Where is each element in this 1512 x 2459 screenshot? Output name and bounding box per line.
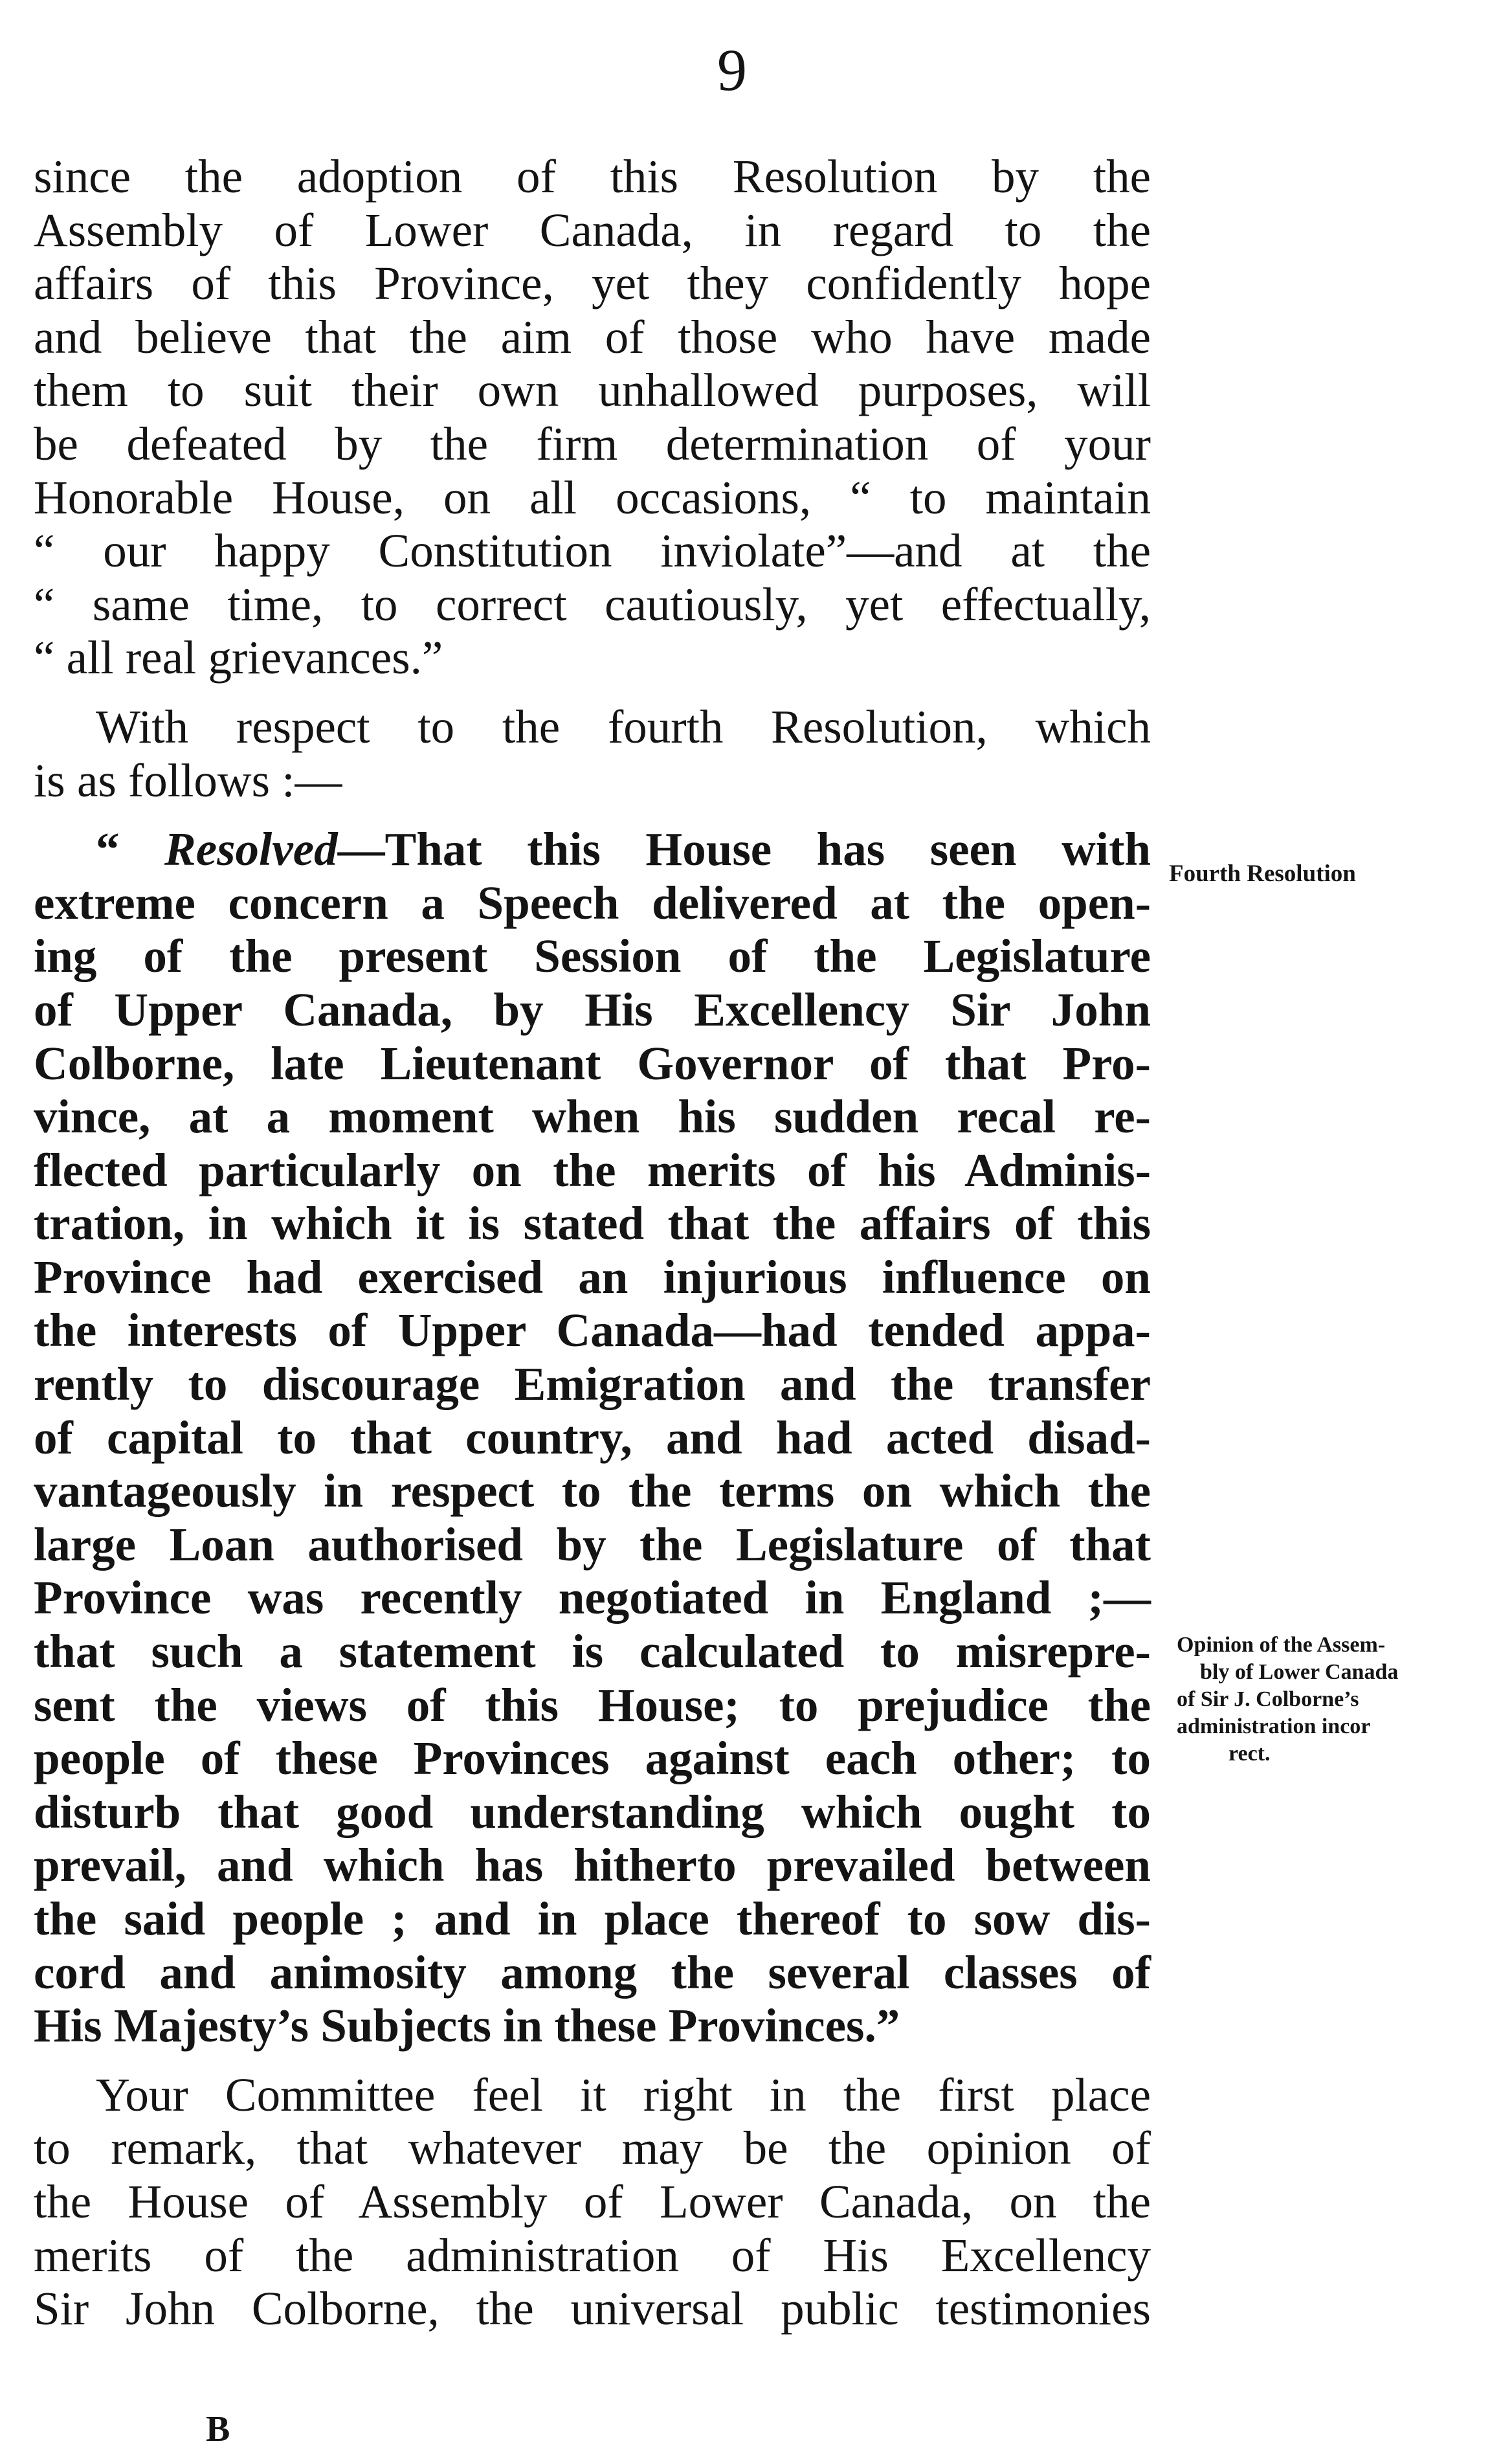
text-line: cord and animosity among the several classes of (34, 1946, 1151, 1999)
text-line: the interests of Upper Canada—had tended appa- (34, 1304, 1151, 1357)
text-line: since the adoption of this Resolution by the (34, 150, 1151, 203)
text-line: the said people ; and in place thereof to sow dis- (34, 1892, 1151, 1945)
text-line: disturb that good understanding which ought to (34, 1785, 1151, 1838)
text-line: Province was recently negotiated in England ;— (34, 1571, 1151, 1624)
text-line: affairs of this Province, yet they confidently hope (34, 257, 1151, 310)
text-line: large Loan authorised by the Legislature of that (34, 1518, 1151, 1571)
sidenote-line: administration incor (1177, 1714, 1371, 1738)
text-line: merits of the administration of His Excellency (34, 2229, 1151, 2282)
resolved-word: Resolved (164, 823, 338, 876)
text-line: extreme concern a Speech delivered at the open- (34, 876, 1151, 929)
text-line: of capital to that country, and had acted disad- (34, 1411, 1151, 1464)
text-line: tration, in which it is stated that the affairs of this (34, 1197, 1151, 1250)
text-line: Colborne, late Lieutenant Governor of that Pro- (34, 1037, 1151, 1090)
text-line: them to suit their own unhallowed purposes, will (34, 364, 1151, 417)
text-line: Assembly of Lower Canada, in regard to the (34, 203, 1151, 256)
text-line: is as follows :— (34, 754, 342, 807)
text-line: “ same time, to correct cautiously, yet effectually, (34, 578, 1151, 631)
text-line: sent the views of this House; to prejudice the (34, 1678, 1151, 1731)
text-line: Province had exercised an injurious influence on (34, 1250, 1151, 1303)
sidenote-fourth-resolution (1169, 860, 1356, 888)
text-line: “ all real grievances.” (34, 631, 443, 684)
sidenote-line: Opinion of the Assem- (1177, 1633, 1386, 1657)
text-line: ing of the present Session of the Legislature (34, 930, 1151, 983)
text-line: to remark, that whatever may be the opinion of (34, 2122, 1151, 2175)
opening-quote: “ (96, 823, 165, 876)
text-line: Sir John Colborne, the universal public testimonies (34, 2282, 1151, 2335)
main-text-column (34, 150, 1151, 2336)
paragraph-opening (34, 150, 1151, 685)
paragraph-committee (34, 2069, 1151, 2336)
sidenote-line: of Sir J. Colborne’s (1177, 1687, 1359, 1711)
resolution-quote (34, 823, 1151, 2053)
text-line: of Upper Canada, by His Excellency Sir John (34, 983, 1151, 1036)
text-line: people of these Provinces against each other; to (34, 1732, 1151, 1785)
text-line: and believe that the aim of those who have made (34, 310, 1151, 363)
text-line: the House of Assembly of Lower Canada, on the (34, 2175, 1151, 2228)
sidenote-line: bly of Lower Canada (1200, 1660, 1399, 1684)
sidenote-opinion (1177, 1632, 1398, 1768)
text-line: vince, at a moment when his sudden recal re- (34, 1090, 1151, 1143)
text-line: rently to discourage Emigration and the transfer (34, 1358, 1151, 1411)
text-line: prevail, and which has hitherto prevailed between (34, 1839, 1151, 1892)
sidenote-line: rect. (1228, 1742, 1271, 1766)
text-line: Honorable House, on all occasions, “ to maintain (34, 471, 1151, 524)
text-line: vantageously in respect to the terms on which the (34, 1465, 1151, 1518)
resolution-first-line-rest: —That this House has seen with (337, 823, 1151, 876)
signature-mark: B (206, 2409, 230, 2449)
text-line: With respect to the fourth Resolution, which (96, 700, 1151, 753)
text-line: His Majesty’s Subjects in these Provinces.” (34, 1999, 900, 2052)
page-number: 9 (717, 37, 747, 103)
text-line: “ our happy Constitution inviolate”—and at the (34, 524, 1151, 578)
resolution-first-line (34, 823, 1151, 877)
sidenote-line: Fourth Resolution (1169, 860, 1356, 887)
text-line: that such a statement is calculated to misrepre- (34, 1625, 1151, 1678)
text-line: flected particularly on the merits of his Adminis- (34, 1143, 1151, 1196)
text-line: be defeated by the firm determination of your (34, 417, 1151, 470)
paragraph-fourth-resolution-intro (34, 701, 1151, 807)
text-line: Your Committee feel it right in the first place (96, 2068, 1151, 2121)
